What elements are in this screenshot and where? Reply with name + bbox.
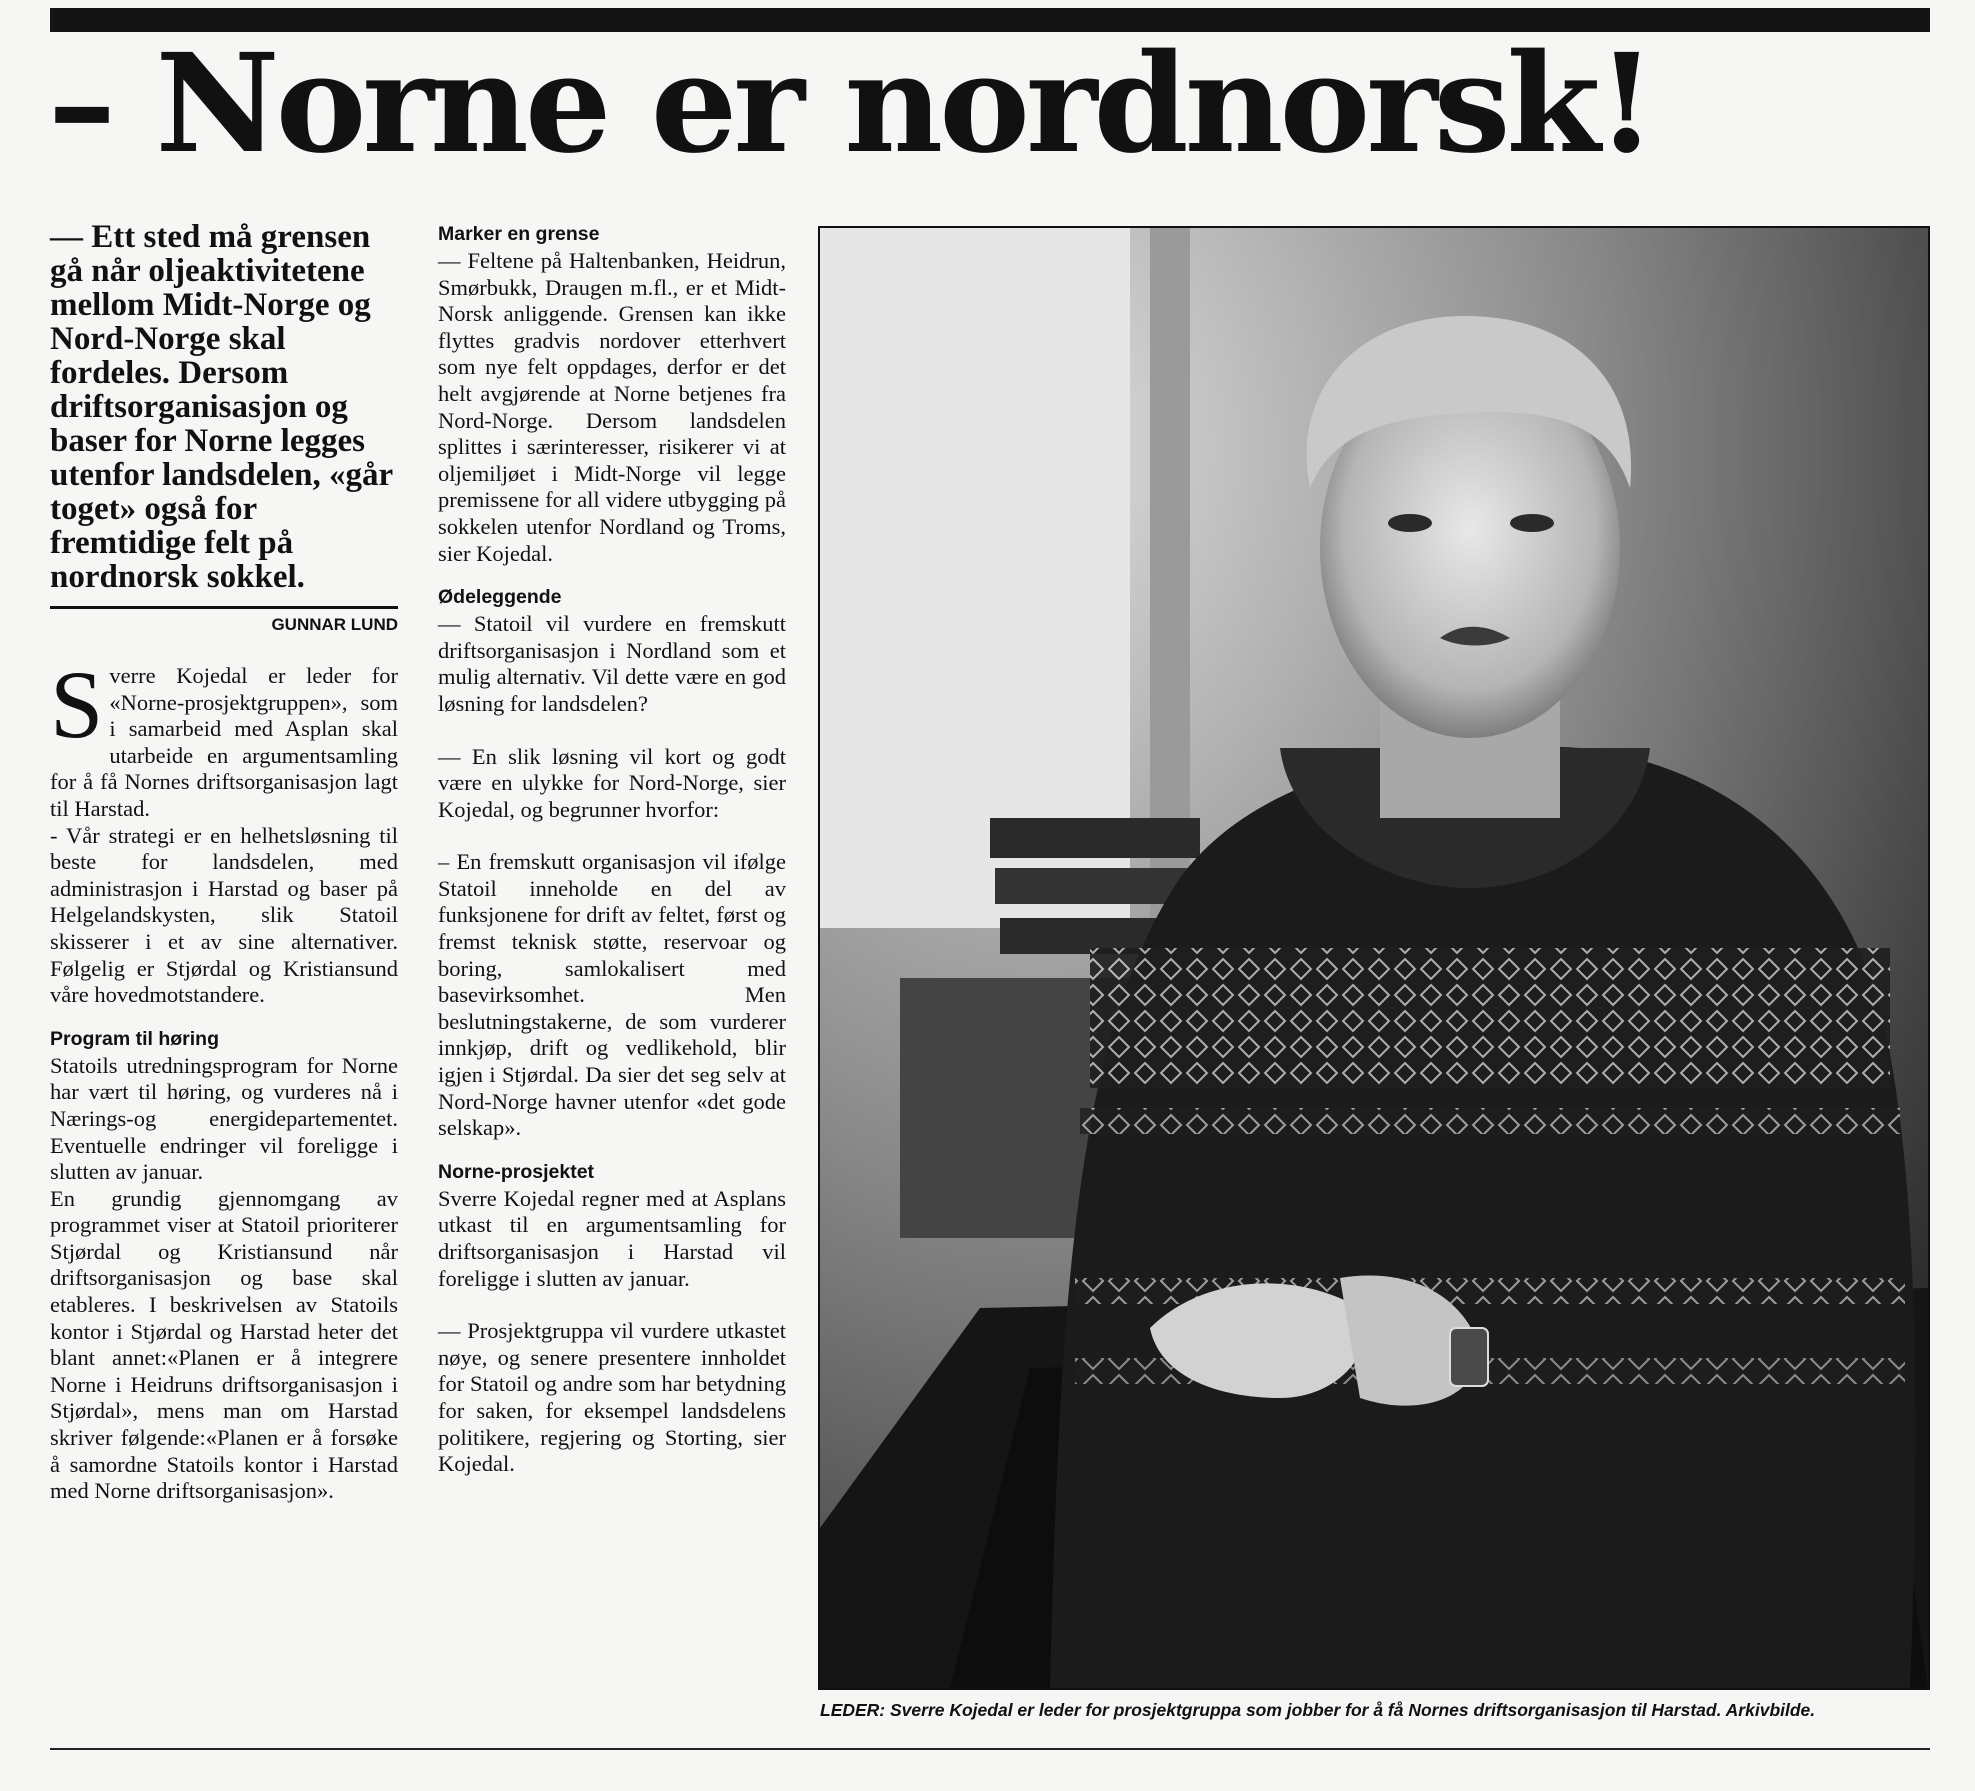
dropcap: S xyxy=(50,651,104,758)
portrait-photo xyxy=(818,226,1930,1690)
byline: GUNNAR LUND xyxy=(271,615,398,634)
paragraph: — En slik løsning vil kort og godt være en ulykke for Nord-Norge, sier Kojedal, og begrunner hvorfor: xyxy=(438,743,786,822)
column-1 xyxy=(50,220,398,1505)
intro-text: verre Kojedal er leder for «Norne-prosjektgruppen», som i samarbeid med Asplan skal utarbeide en argumentsamling for å få Nornes driftsorganisasjon lagt til Harstad. xyxy=(50,663,398,821)
bottom-rule xyxy=(50,1748,1930,1750)
subheading: Program til høring xyxy=(50,1027,220,1050)
byline-rule xyxy=(50,606,398,609)
paragraph: – En fremskutt organisasjon vil ifølge Statoil inneholde en del av funksjonene for drift av feltet, først og fremst teknisk støtte, reservoar og boring, samlokalisert med basevirksomhet. Men beslutningstakerne, de som vurderer innkjøp, drift og vedlikehold, blir igjen i Stjørdal. Da sier det seg selv at Nord-Norge havner utenfor «det gode selskap». xyxy=(438,849,786,1141)
column-1-body xyxy=(50,651,398,1505)
subheading: Norne-prosjektet xyxy=(438,1160,595,1183)
paragraph: Statoils utredningsprogram for Norne har vært til høring, og vurderes nå i Nærings-og energidepartementet. Eventuelle endringer vil foreligge i slutten av januar. xyxy=(50,1052,398,1185)
paragraph: - Vår strategi er en helhetsløsning til beste for landsdelen, med administrasjon i Harstad og baser på Helgelandskysten, slik Statoil skisserer i et av sine alternativer. Følgelig er Stjørdal og Kristiansund våre hovedmotstandere. xyxy=(50,822,398,1008)
paragraph: Sverre Kojedal regner med at Asplans utkast til en argumentsamling for driftsorganisasjon i Harstad vil foreligge i slutten av januar. xyxy=(438,1185,786,1291)
paragraph: — Statoil vil vurdere en fremskutt driftsorganisasjon i Nordland som et mulig alternativ. Vil dette være en god løsning for landsdelen? xyxy=(438,611,786,716)
photo-caption: LEDER: Sverre Kojedal er leder for prosjektgruppa som jobber for å få Nornes driftsorganisasjon til Harstad. Arkivbilde. xyxy=(820,1700,1816,1720)
subheading: Marker en grense xyxy=(438,223,600,245)
lead-paragraph: — Ett sted må grensen gå når oljeaktivitetene mellom Midt-Norge og Nord-Norge skal fordeles. Dersom driftsorganisasjon og baser for Norne legges utenfor landsdelen, «går toget» også for fremtidige felt på nordnorsk sokkel. xyxy=(50,219,393,595)
subheading: Ødeleggende xyxy=(438,586,562,609)
intro-paragraph xyxy=(50,651,398,823)
portrait-illustration xyxy=(820,228,1928,1688)
column-2 xyxy=(438,222,786,1478)
paragraph: En grundig gjennomgang av programmet viser at Statoil prioriterer Stjørdal og Kristiansund når driftsorganisasjon og base skal etableres. I beskrivelsen av Statoils kontor i Stjørdal og Harstad heter det blant annet:«Planen er å integrere Norne i Heidruns driftsorganisasjon i Stjørdal», mens man om Harstad skriver følgende:«Planen er å forsøke å samordne Statoils kontor i Harstad med Norne driftsorganisasjon». xyxy=(50,1185,398,1504)
paragraph: — Feltene på Haltenbanken, Heidrun, Smørbukk, Draugen m.fl., er et Midt-Norsk anliggende. Grensen kan ikke flyttes gradvis nordover etterhvert som nye felt oppdages, derfor er det helt avgjørende at Norne betjenes fra Nord-Norge. Dersom landsdelen splittes i særinteresser, risikerer vi at oljemiljøet i Midt-Norge vil legge premissene for all videre utbygging på sokkelen utenfor Nordland og Troms, sier Kojedal. xyxy=(438,248,786,566)
paragraph: — Prosjektgruppa vil vurdere utkastet nøye, og senere presentere innholdet for Statoil og andre som har betydning for saken, for eksempel landsdelens politikere, regjering og Storting, sier Kojedal. xyxy=(438,1318,786,1477)
headline: – Norne er nordnorsk! xyxy=(48,24,1653,184)
